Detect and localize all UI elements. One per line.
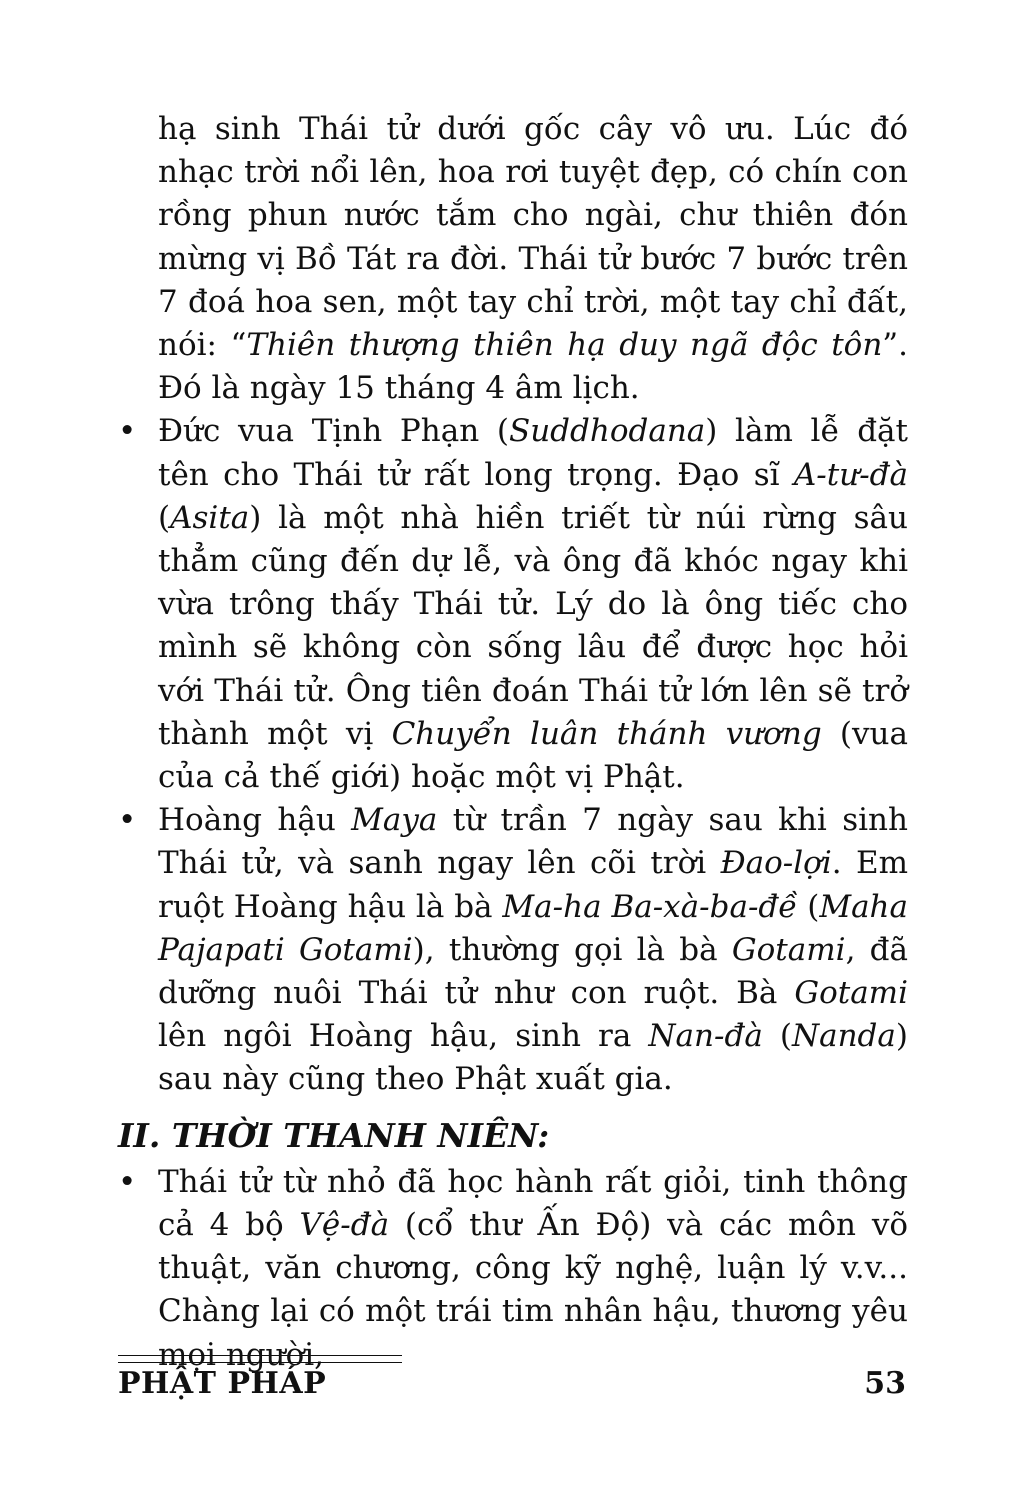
italic-term: A-tư-đà bbox=[793, 456, 908, 493]
text-run: từ trần 7 ngày sau khi sinh Thái tử, và sanh ngay lên cõi trời bbox=[158, 802, 908, 882]
paragraph-birth bbox=[118, 108, 908, 410]
text-run: ) là một nhà hiền triết từ núi rừng sâu thẳm cũng đến dự lễ, và ông đã khóc ngay khi vừa trông thấy Thái tử. Lý do là ông tiếc cho mình sẽ không còn sống lâu để được học hỏi với Thái tử. Ông tiên đoán Thái tử lớn lên sẽ trở thành một vị bbox=[158, 499, 908, 752]
italic-term: Chuyển luân thánh vương bbox=[391, 715, 822, 752]
bullet-icon: • bbox=[118, 413, 137, 450]
italic-quote: Thiên thượng thiên hạ duy ngã độc tôn bbox=[246, 327, 883, 364]
text-run: lên ngôi Hoàng hậu, sinh ra bbox=[158, 1018, 649, 1055]
body-text bbox=[118, 108, 908, 1377]
italic-term: Gotami bbox=[731, 931, 846, 968]
text-run: Đức vua Tịnh Phạn ( bbox=[158, 413, 509, 450]
italic-term: Nan-đà bbox=[648, 1018, 763, 1055]
text-run: . Em ruột Hoàng hậu là bà bbox=[158, 845, 909, 925]
text-run: Thái tử từ nhỏ đã học hành rất giỏi, tinh thông cả 4 bộ bbox=[158, 1163, 908, 1244]
text-run: hạ sinh Thái tử dưới gốc cây vô ưu. Lúc đó nhạc trời nổi lên, hoa rơi tuyệt đẹp, có chín con rồng phun nước tắm cho ngài, chư thiên đón mừng vị Bồ Tát ra đời. Thái tử bước 7 bước trên 7 đoá hoa sen, một tay chỉ trời, một tay chỉ đất, nói: “ bbox=[158, 111, 908, 364]
text-run: (cổ thư Ấn Độ) và các môn võ thuật, văn chương, công kỹ nghệ, luận lý v.v... Chàng lại có một trái tim nhân hậu, thương yêu mọi người, bbox=[158, 1207, 908, 1373]
text-run: ( bbox=[762, 1018, 792, 1055]
italic-term: Đao-lợi bbox=[720, 845, 832, 882]
italic-term: Gotami bbox=[794, 975, 908, 1012]
bullet-item-education bbox=[118, 1161, 908, 1377]
text-run: (vua của cả thế giới) hoặc một vị Phật. bbox=[158, 715, 908, 796]
text-run: ), thường gọi là bà bbox=[412, 931, 732, 968]
text-run: ) làm lễ đặt tên cho Thái tử rất long trọng. Đạo sĩ bbox=[158, 413, 908, 493]
footer-divider bbox=[118, 1362, 402, 1363]
italic-term: Ma-ha Ba-xà-ba-đề bbox=[502, 888, 798, 925]
bullet-item-naming bbox=[118, 410, 908, 799]
page-number: 53 bbox=[864, 1366, 906, 1401]
text-run: ”. Đó là ngày 15 tháng 4 âm lịch. bbox=[158, 327, 908, 407]
text-run: , đã dưỡng nuôi Thái tử như con ruột. Bà bbox=[158, 931, 908, 1012]
italic-term: Asita bbox=[170, 499, 250, 536]
text-run: Hoàng hậu bbox=[158, 802, 352, 839]
bullet-text bbox=[158, 1161, 908, 1377]
text-run: ( bbox=[158, 499, 171, 536]
italic-term: Maya bbox=[351, 802, 438, 839]
text-run: ( bbox=[797, 888, 820, 925]
italic-term: Suddhodana bbox=[508, 413, 706, 450]
italic-term: Nanda bbox=[791, 1018, 896, 1055]
bullet-icon: • bbox=[118, 1163, 137, 1200]
bullet-item-maya bbox=[118, 799, 908, 1101]
italic-term: Vệ-đà bbox=[299, 1207, 390, 1244]
footer-divider bbox=[118, 1355, 402, 1356]
text-run: ) sau này cũng theo Phật xuất gia. bbox=[158, 1018, 908, 1098]
bullet-icon: • bbox=[118, 802, 137, 839]
bullet-text bbox=[158, 410, 908, 799]
section-heading: II. THỜI THANH NIÊN: bbox=[118, 1115, 550, 1155]
running-footer-title: PHẬT PHÁP bbox=[118, 1366, 327, 1401]
italic-term: Maha Pajapati Gotami bbox=[158, 888, 908, 968]
bullet-text bbox=[158, 799, 908, 1101]
